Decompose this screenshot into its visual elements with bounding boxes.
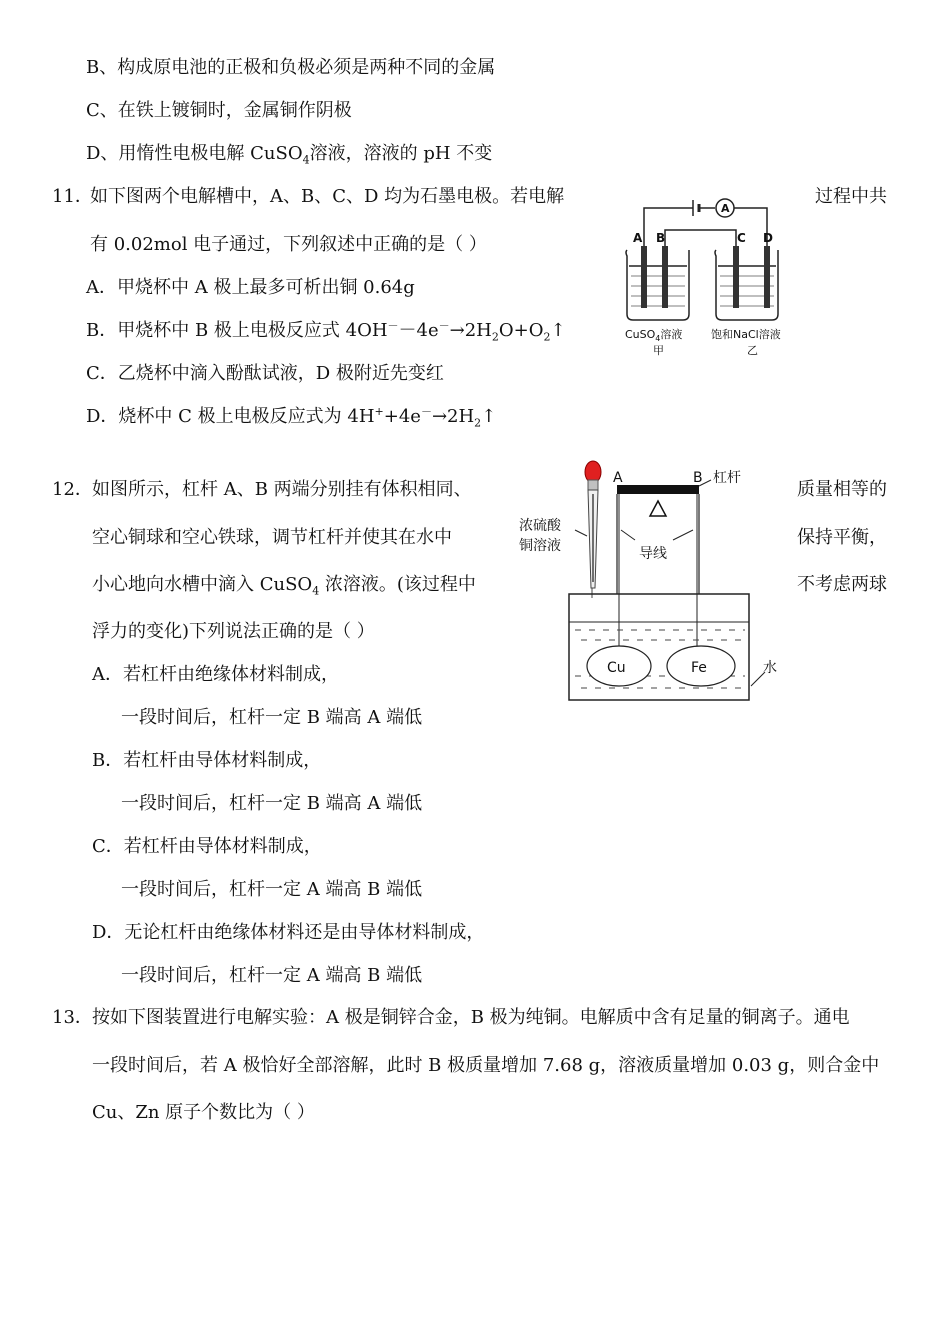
- wire-label: 导线: [639, 546, 667, 562]
- q13-number: 13．: [52, 1007, 93, 1028]
- q12-line3-tail: 不考虑两球: [797, 574, 887, 595]
- q12-line2: 空心铜球和空心铁球，调节杠杆并使其在水中: [92, 527, 452, 548]
- right-beaker-name: 乙: [747, 344, 758, 357]
- electrode-b-label: B: [656, 231, 666, 245]
- q12-line1-tail: 质量相等的: [797, 479, 887, 500]
- lever-label: 杠杆: [713, 470, 741, 486]
- q11-option-c: C．乙烧杯中滴入酚酞试液，D 极附近先变红: [86, 363, 444, 384]
- q11-stem-line2: 有 0.02mol 电子通过，下列叙述中正确的是（ ）: [90, 234, 487, 255]
- q12-option-d-line2: 一段时间后，杠杆一定 A 端高 B 端低: [121, 965, 423, 986]
- q12-line1: 如图所示，杠杆 A、B 两端分别挂有体积相同、: [92, 479, 472, 500]
- q11-option-a: A．甲烧杯中 A 极上最多可析出铜 0.64g: [86, 277, 415, 298]
- q10-option-b: B、构成原电池的正极和负极必须是两种不同的金属: [86, 57, 496, 78]
- q12-option-a-line1: A．若杠杆由绝缘体材料制成，: [92, 664, 339, 685]
- ammeter-label: A: [721, 202, 730, 215]
- q11-stem-line1-tail: 过程中共: [815, 186, 887, 207]
- q11-option-d: D．烧杯中 C 极上电极反应式为 $4H^++4e^-\to 2H_2↑$: [86, 405, 497, 430]
- q12-option-b-line2: 一段时间后，杠杆一定 B 端高 A 端低: [121, 793, 423, 814]
- right-solution-label: 饱和NaCl溶液: [711, 328, 781, 341]
- q12-line2-tail: 保持平衡，: [797, 527, 887, 548]
- q12-line3: 小心地向水槽中滴入 CuSO$_4$ 浓溶液。(该过程中: [92, 574, 476, 598]
- q10-option-d: D、用惰性电极电解 CuSO$_4$溶液，溶液的 pH 不变: [86, 143, 493, 167]
- electrode-c-label: C: [737, 231, 746, 245]
- q12-option-c-line2: 一段时间后，杠杆一定 A 端高 B 端低: [121, 879, 423, 900]
- left-beaker-name: 甲: [653, 344, 664, 357]
- fe-ball-label: Fe: [691, 660, 707, 676]
- lever-balls-figure: [515, 458, 795, 708]
- q11-stem-line1: 如下图两个电解槽中，A、B、C、D 均为石墨电极。若电解: [90, 186, 565, 207]
- electrode-d-label: D: [763, 231, 773, 245]
- cu-ball-label: Cu: [607, 660, 626, 676]
- q12-option-c-line1: C．若杠杆由导体材料制成，: [92, 836, 322, 857]
- lever-end-a-label: A: [613, 470, 623, 486]
- electrode-a-label: A: [633, 231, 643, 245]
- fulcrum: [650, 501, 666, 516]
- lever-end-b-label: B: [693, 470, 703, 486]
- q12-option-d-line1: D．无论杠杆由绝缘体材料还是由导体材料制成，: [92, 922, 485, 943]
- q12-option-b-line1: B．若杠杆由导体材料制成，: [92, 750, 322, 771]
- q12-option-a-line2: 一段时间后，杠杆一定 B 端高 A 端低: [121, 707, 423, 728]
- q12-line4: 浮力的变化)下列说法正确的是（ ）: [92, 621, 375, 642]
- q11-number: 11．: [52, 186, 93, 207]
- left-solution-label: CuSO$_4$溶液: [625, 328, 683, 343]
- electrolysis-cells-figure: [615, 190, 805, 365]
- water-tank: [569, 594, 749, 700]
- q13-line1: 按如下图装置进行电解实验：A 极是铜锌合金，B 极为纯铜。电解质中含有足量的铜离子。通电: [92, 1007, 850, 1028]
- lever-bar: [617, 485, 699, 494]
- q13-line3: Cu、Zn 原子个数比为（ ）: [92, 1102, 315, 1123]
- q10-option-c: C、在铁上镀铜时，金属铜作阴极: [86, 100, 352, 121]
- dropper-label-line2: 铜溶液: [519, 538, 561, 554]
- q11-option-b: B．甲烧杯中 B 极上电极反应式 $4OH^--4e^-\to 2H_2O+O_2↑$: [86, 319, 566, 344]
- q12-number: 12．: [52, 479, 93, 500]
- q13-line2: 一段时间后，若 A 极恰好全部溶解，此时 B 极质量增加 7.68 g，溶液质量增加 0.03 g，则合金中: [92, 1055, 880, 1076]
- dropper-label-line1: 浓硫酸: [519, 518, 561, 534]
- water-label: 水: [763, 660, 777, 676]
